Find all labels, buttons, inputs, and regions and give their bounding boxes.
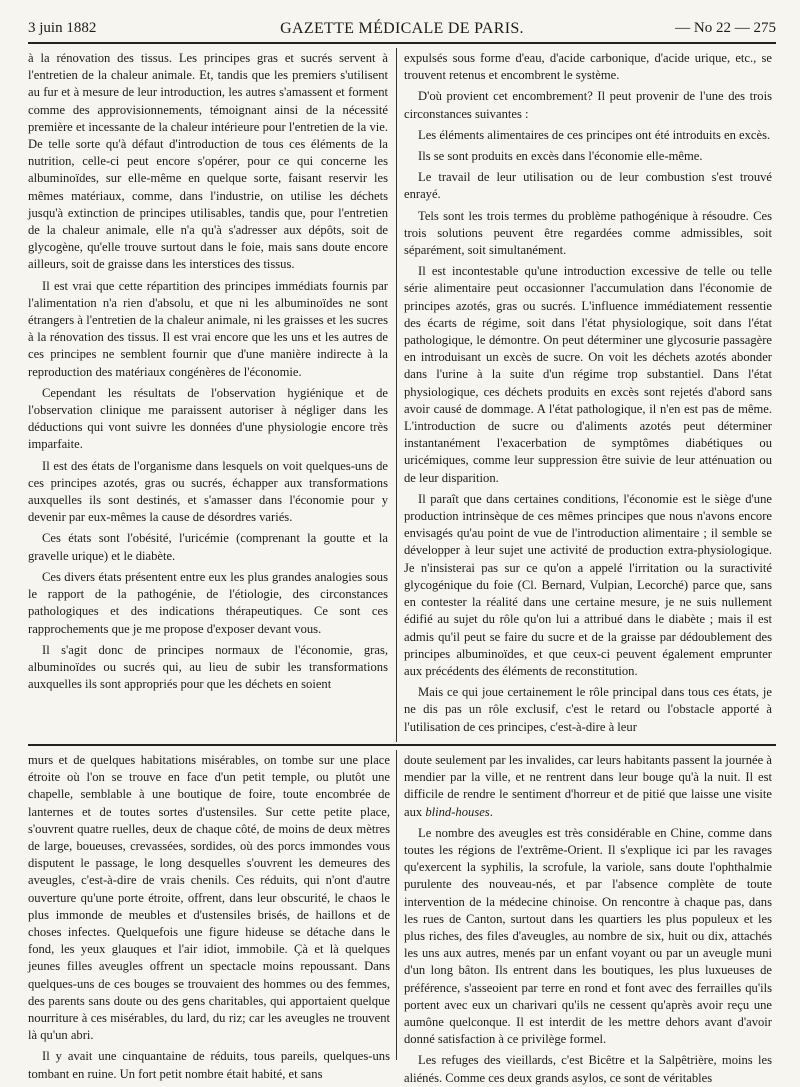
paragraph: Il s'agit donc de principes normaux de l'économie, gras, albuminoïdes ou sucrés qui, au lieu de subir les transformations auxquelles ils sont appropriés pour que les déchets en soient <box>28 642 388 692</box>
paragraph: Cependant les résultats de l'observation hygiénique et de l'observation clinique me paraissent autoriser à négliger dans les déductions qui vont suivre les données d'une physiologie encore très imparfaite. <box>28 385 388 452</box>
column-divider-top <box>396 48 397 742</box>
paragraph: Ils se sont produits en excès dans l'économie elle-même. <box>418 149 703 164</box>
feuilleton-column-left <box>28 752 390 1081</box>
section-divider <box>28 744 776 746</box>
paragraph: murs et de quelques habitations misérables, on tombe sur une place étroite où l'on se trouve en face d'un petit temple, ou plutôt une chapelle, semblable à une boutique de foire, toute encombrée de lanternes et de toutes sortes d'ustensiles. Sur cette petite place, s'ouvrent quatre ruelles, deux de chaque côté, de moins de deux mètres de large, boueuses, crevassées, sordides, où des porcs immondes vous disputent le passage, le long desquelles s'ouvrent les demeures des aveugles, c'est-à-dire de vrais chenils. Ces réduits, qui n'ont d'autre ouverture qu'une porte étroite, offrent, dans leur obscurité, le chaos le plus immonde de meubles et d'ustensiles brisés, de haillons et de choses infectes. Quelquefois une figure hideuse se détache dans le fond, les yeux glauques et l'air idiot, immobile. Çà et là quelques jeunes filles aveugles offrent un spectacle moins repoussant. Dans quelques-uns de ces bouges se trouvaient des hommes ou des femmes, des parents sans doute ou des gens charitables, qui apportaient quelque nourriture à ces misérables, du lard, du riz; car les aveugles ne trouvent là qu'un abri. <box>28 753 390 1043</box>
paragraph: expulsés sous forme d'eau, d'acide carbonique, d'acide urique, etc., se trouvent retenus et encombrent le système. <box>404 51 772 83</box>
paragraph: Le travail de leur utilisation ou de leur combustion s'est trouvé enrayé. <box>404 170 772 202</box>
paragraph: Il est vrai que cette répartition des principes immédiats fournis par l'alimentation n'a rien d'absolu, et que ni les albuminoïdes ne sont étrangers à l'entretien de la chaleur animale, ni les graisses et les sucres à la rénovation des tissus. Il est vrai encore que les uns et les autres de ces principes ne semblent fournir que d'une manière indirecte à la reproduction des matériaux congénères de l'économie. <box>28 278 388 379</box>
paragraph: Le nombre des aveugles est très considérable en Chine, comme dans toutes les régions de l'extrême-Orient. Il s'explique ici par les ravages qu'exercent la syphilis, la scrofule, la variole, sans doute l'ophthalmie purulente des nouveau-nés, et par l'absence complète de toute intervention de la médecine chinoise. On rencontre à chaque pas, dans les rues de Canton, surtout dans les quartiers les plus populeux et les plus riches, des files d'aveugles, au nombre de six, huit ou dix, attachés les uns aux autres, menés par un enfant voyant ou par un aveugle muni d'un long bâton. Ils entrent dans les boutiques, les plus luxueuses de préférence, s'asseoient par terre en rond et font avec des ferrailles qu'ils portent avec eux un charivari qu'ils ne cessent qu'après avoir reçu une aumône quelconque. Il est interdit de les mettre dehors avant d'avoir donné satisfaction à ce privilège formel. <box>404 825 772 1047</box>
column-divider-bottom <box>396 750 397 1060</box>
paragraph: Ces états sont l'obésité, l'uricémie (comprenant la goutte et la gravelle urique) et le diabète. <box>28 531 388 563</box>
journal-title: GAZETTE MÉDICALE DE PARIS. <box>280 20 524 37</box>
paragraph: Les éléments alimentaires de ces principes ont été introduits en excès. <box>418 127 771 142</box>
paragraph: Les refuges des vieillards, c'est Bicêtre et la Salpêtrière, moins les aliénés. Comme ces deux grands asylos, ce sont de véritables <box>404 1053 772 1085</box>
feuilleton-column-right <box>404 752 772 1085</box>
page-header <box>28 18 776 44</box>
paragraph: Il paraît que dans certaines conditions, l'économie est le siège d'une production intrinsèque de ces mêmes principes que nous n'avons encore envisagés qu'au point de vue de l'introduction alimentaire ; il semble se développer à leur sujet une activité de production extra-physiologique. Je n'insisterai pas sur ce qu'on a appelé l'irritation ou la suractivité glycogénique du foie (Cl. Bernard, Vulpian, Lecorché) parce que, sans en contester la réalité dans une certaine mesure, je ne suis nullement édifié au sujet du rôle qu'on lui a attribué dans le diabète ; mais il est admis qu'il peut se faire du sucre et de la graisse par dédoublement des principes albuminoïdes, et que ceux-ci peuvent également emprunter aux précédents des éléments de reconstitution. <box>404 491 772 678</box>
article-column-left <box>28 50 388 740</box>
article-column-right <box>404 50 772 740</box>
paragraph <box>404 752 772 821</box>
paragraph: Ces divers états présentent entre eux les plus grandes analogies sous le rapport de la pathogénie, de l'étiologie, des circonstances pathologiques et des indications thérapeutiques. Ce sont ces rapprochements que je me propose d'exposer devant vous. <box>28 569 388 636</box>
paragraph: Tels sont les trois termes du problème pathogénique à résoudre. Ces trois solutions peuvent être regardées comme admissibles, soit séparément, soit simultanément. <box>404 208 772 258</box>
issue-page-number: — No 22 — 275 <box>675 20 776 36</box>
issue-date: 3 juin 1882 <box>28 20 97 36</box>
paragraph: Il y avait une cinquantaine de réduits, tous pareils, quelques-uns tombant en ruine. Un fort petit nombre était habité, et sans <box>28 1049 390 1081</box>
emphasis-text: blind-houses <box>425 804 490 819</box>
paragraph: Il est incontestable qu'une introduction excessive de telle ou telle série alimentaire peut occasionner l'accumulation dans l'économie de principes azotés, gras ou sucrés. L'influence immédiatement ressentie des écarts de régime, soit dans l'état physiologique, soit dans l'état pathologique, le démontre. On peut déterminer une glycosurie passagère en introduisant un excès de sucre. On voit les déchets azotés abonder dans l'urine à la suite d'un régime trop substantiel. Dans l'état physiologique, ces déchets produits en excès sont rejetés d'abord sans avoir causé de dommage. A l'état pathologique, il n'en est pas de même. L'introduction de sucre ou d'aliments azotés peut déterminer instantanément l'exacerbation de symptômes diabétiques ou uricémiques, comme leur suppression être suivie de leur atténuation ou de leur disparition. <box>404 264 772 485</box>
paragraph: D'où provient cet encombrement? Il peut provenir de l'une des trois circonstances suivantes : <box>404 89 772 121</box>
paragraph: Il est des états de l'organisme dans lesquels on voit quelques-uns de ces principes azotés, gras ou sucrés, échapper aux transformations auxquelles ils sont destinés, et s'amasser dans l'économie pour y devenir par eux-mêmes la cause de désordres variés. <box>28 458 388 525</box>
paragraph-text: . <box>489 804 493 819</box>
paragraph: Mais ce qui joue certainement le rôle principal dans tous ces états, je ne dis pas un rôle exclusif, c'est le retard ou l'obstacle apporté à l'utilisation de ces principes, c'est-à-dire à leur <box>404 685 772 734</box>
paragraph: à la rénovation des tissus. Les principes gras et sucrés servent à l'entretien de la chaleur animale. Et, tandis que les premiers s'utilisent au fur et à mesure de leur introduction, les autres s'amassent et forment comme des approvisionnements, témoignant ainsi de la nécessité première et incessante de la chaleur intérieure pour l'entretien de la vie. De telle sorte qu'à défaut d'introduction de tous ces éléments de la nutrition, celle-ci peut encore s'opérer, pour ce qui concerne les albuminoïdes, sur elle-même en quelque sorte, faisant reservir les mêmes matériaux, comme, dans l'industrie, on utilise les déchets jusqu'à extinction de principes utilisables, tandis que, pour l'entretien de la chaleur animale, elle n'a qu'à s'adresser aux dépôts, soit de glycogène, qu'elle trouve surtout dans le foie, mais sans doute encore ailleurs, soit de graisse dans les interstices des tissus. <box>28 51 388 272</box>
paragraph-text: doute seulement par les invalides, car leurs habitants passent la journée à mendier par la ville, et ne rentrent dans leur bouge qu'à la nuit. Il est difficile de rendre le sentiment d'horreur et de pitié que laisse une visite aux <box>404 753 772 819</box>
